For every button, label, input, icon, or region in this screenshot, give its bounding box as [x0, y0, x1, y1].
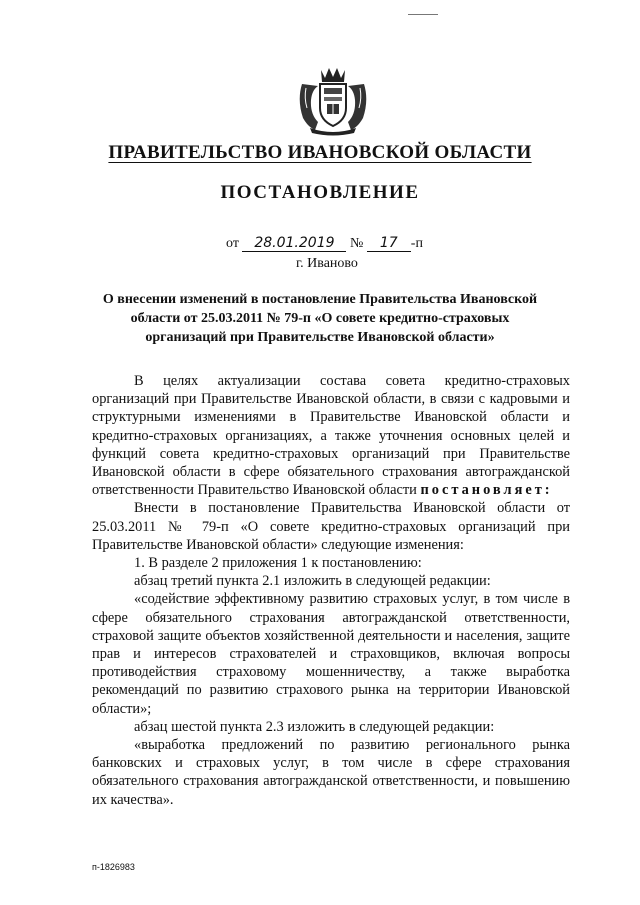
body-paragraph-2: 1. В разделе 2 приложения 1 к постановлению:	[134, 555, 422, 572]
body-paragraph-6: «выработка предложений по развитию регионального рынка банковских и страховых услуг, в том числе в сфере страхования обязательного страхования автогражданской ответственности, и повышению их качества».	[92, 737, 570, 808]
body-paragraph-3: абзац третий пункта 2.1 изложить в следующей редакции:	[134, 573, 491, 590]
handwritten-date: 28.01.2019	[242, 236, 346, 252]
preamble-paragraph	[92, 372, 570, 499]
government-title: ПРАВИТЕЛЬСТВО ИВАНОВСКОЙ ОБЛАСТИ	[108, 142, 532, 163]
body-paragraph-4: «содействие эффективному развитию страховых услуг, в том числе в сфере обязательного страхования автогражданской ответственности, страховой защите объектов хозяйственной деятельности и населения, защите прав и интересов страхователей и страховщиков, включая вопросы противодействия страховому мошенничеству, а также выработка рекомендаций по развитию страхового рынка на территории Ивановской области»;	[92, 591, 570, 717]
ivanovo-coat-of-arms-icon	[294, 64, 372, 136]
number-sign: №	[349, 236, 364, 251]
decree-word: постановляет:	[420, 482, 553, 499]
scan-mark	[408, 14, 438, 15]
document-body	[92, 372, 570, 809]
body-paragraph-5: абзац шестой пункта 2.3 изложить в следующей редакции:	[134, 718, 495, 735]
document-type-title: ПОСТАНОВЛЕНИЕ	[220, 182, 420, 203]
number-suffix: -п	[410, 236, 423, 251]
footer-document-code: п-1826983	[92, 862, 135, 872]
preamble-text: В целях актуализации состава совета кредитно-страховых организаций при Правительстве Ивановской области, в связи с кадровыми и структурными изменениями в Правительстве Ивановской области и кредитно-страховых организациях, а также уточнения основных целей и функций совета кредитно-страховых организаций при Правительстве Ивановской области в сфере обязательного страхования автогражданской ответственности Правительство Ивановской области	[92, 373, 570, 499]
date-prefix: от	[226, 236, 239, 251]
handwritten-number: 17	[367, 236, 411, 252]
city: г. Иваново	[296, 256, 358, 271]
document-subject: О внесении изменений в постановление Правительства Ивановской области от 25.03.2011 № 79-п «О совете кредитно-страховых организаций при Правительстве Ивановской области»	[102, 292, 538, 345]
registration-line	[226, 236, 423, 252]
body-paragraph-1: Внести в постановление Правительства Ивановской области от 25.03.2011 № 79-п «О совете кредитно-страховых организаций при Правительстве Ивановской области» следующие изменения:	[92, 500, 570, 553]
